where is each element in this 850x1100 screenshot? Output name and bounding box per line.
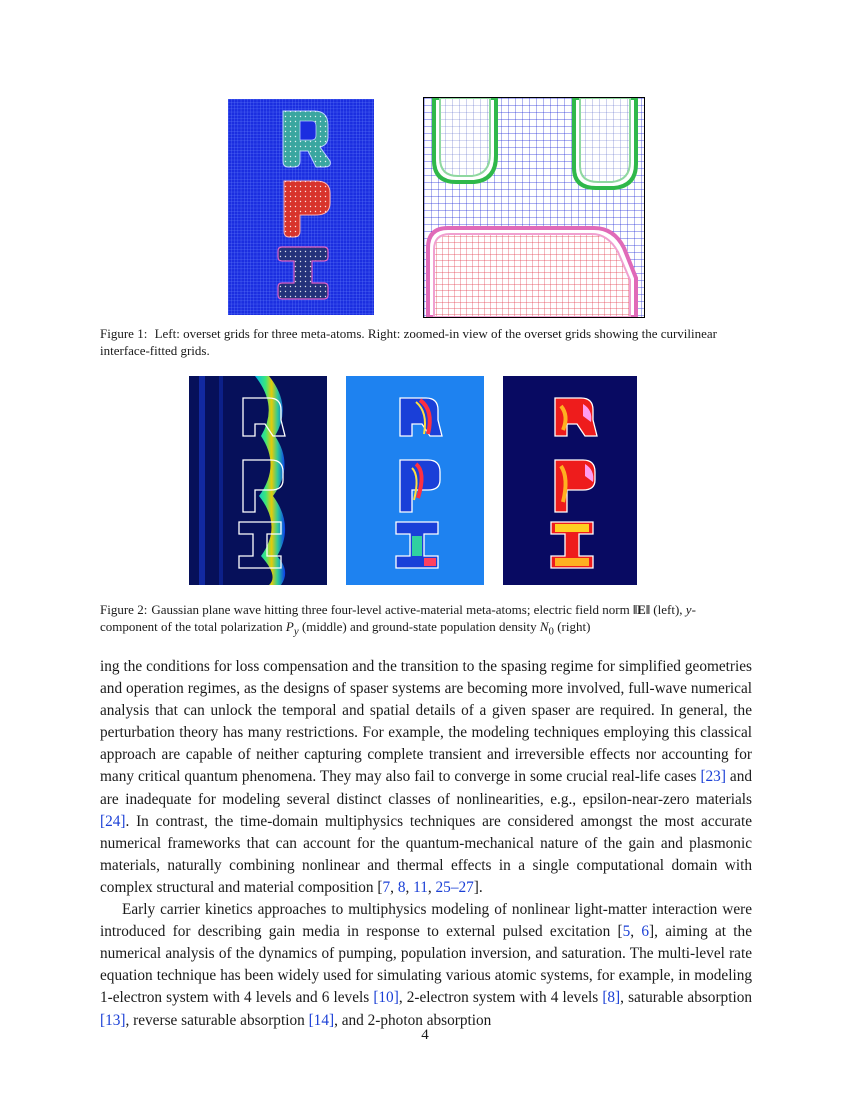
figure2-caption-label: Figure 2: [100, 602, 148, 617]
comma: , [630, 923, 642, 941]
figure2-caption-part5: (right) [553, 619, 591, 634]
figure2-caption-part1: Gaussian plane wave hitting three four-level active-material meta-atoms; electric field norm [151, 602, 633, 617]
field-norm-symbol: ‖E‖ [632, 602, 651, 617]
figure2-panel-field-norm [189, 376, 327, 585]
para1-text-2: and are inadequate for modeling several distinct classes of nonlinearities, e.g., epsilon-near-zero materials [100, 768, 752, 808]
bracket-close: ] [649, 923, 655, 941]
polarization-symbol [285, 619, 299, 638]
figure1-right-zoomed-grids [423, 97, 645, 318]
figure1-caption-label: Figure 1: [100, 326, 148, 341]
para1-text-4: . [478, 878, 483, 896]
figure1-caption [100, 325, 752, 359]
citation-23[interactable]: [23] [700, 768, 726, 786]
para2-text-4: , saturable absorption [620, 989, 752, 1007]
para2-text-6: , and 2-photon absorption [334, 1011, 492, 1029]
citation-14[interactable]: [14] [308, 1011, 335, 1029]
population-symbol-base: N [539, 619, 549, 634]
citation-7[interactable]: 7 [382, 878, 391, 896]
para1-text-3: . In contrast, the time-domain multiphysics techniques are considered amongst the most accurate numerical frameworks that can account for the quantum-mechanical nature of the gain and plasmonic materials, naturally combining nonlinear and thermal effects in a single computational domain with complex structural and material composition [100, 812, 752, 896]
citation-25-27[interactable]: 25–27 [435, 878, 474, 896]
para2-text-1: Early carrier kinetics approaches to multiphysics modeling of nonlinear light-matter interaction were introduced for describing gain media in response to external pulsed excitation [100, 901, 752, 941]
figure2-caption-part2: (left), [650, 602, 683, 617]
citation-24[interactable]: [24] [100, 812, 126, 830]
citation-5[interactable]: 5 [622, 923, 631, 941]
figure2-panel-polarization [346, 376, 484, 585]
paragraph-1 [100, 656, 752, 899]
polarization-symbol-base: P [285, 619, 294, 634]
figure2-caption-part3: -component of the total polarization [100, 602, 696, 634]
figure1-left-overset-grids [228, 99, 374, 315]
figure1-caption-text: Left: overset grids for three meta-atoms. Right: zoomed-in view of the overset grids showing the curvilinear interface-fitted grids. [100, 326, 718, 358]
paragraph-2 [100, 899, 752, 1032]
para2-text-3: , 2-electron system with 4 levels [398, 989, 603, 1007]
citation-13[interactable]: [13] [100, 1011, 126, 1029]
y-symbol: y [685, 602, 692, 617]
figure2-caption-part4: (middle) and ground-state population density [298, 619, 540, 634]
body-text [100, 656, 752, 1032]
bracket-open: [ [377, 878, 383, 896]
citation-10[interactable]: [10] [373, 989, 399, 1007]
para1-text-1: ing the conditions for loss compensation and the transition to the spasing regime for simplified geometries and operation regimes, as the designs of spaser systems are becoming more involved, full-wave numerical analysis that can unlock the temporal and spatial details of a given spaser are required. In general, the perturbation theory has many restrictions. For example, the modeling techniques employing this classical approach are capable of neither capturing complete transient and irreversible effects nor accounting for many critical quantum phenomena. They may also fail to converge in some crucial real-life cases [100, 658, 752, 786]
para2-text-5: , reverse saturable absorption [125, 1011, 309, 1029]
citation-6[interactable]: 6 [641, 923, 650, 941]
para2-text-2: , aiming at the numerical analysis of the dynamics of pumping, population inversion, and saturation. The multi-level rate equation technique has been widely used for simulating various atomic systems, for example, in modeling 1-electron system with 4 levels and 6 levels [100, 923, 752, 1007]
comma: , [405, 878, 414, 896]
polarization-symbol-sub: y [293, 625, 299, 638]
bracket-open: [ [617, 923, 623, 941]
figure2-caption [100, 601, 752, 641]
comma: , [390, 878, 398, 896]
page-number: 4 [421, 1027, 429, 1043]
figure2-panel-population [503, 376, 637, 585]
citation-8b[interactable]: [8] [602, 989, 621, 1007]
bracket-close: ] [473, 878, 479, 896]
population-symbol [539, 619, 554, 638]
comma: , [427, 878, 436, 896]
population-symbol-sub: 0 [548, 625, 554, 638]
citation-11[interactable]: 11 [413, 878, 428, 896]
citation-8[interactable]: 8 [397, 878, 406, 896]
